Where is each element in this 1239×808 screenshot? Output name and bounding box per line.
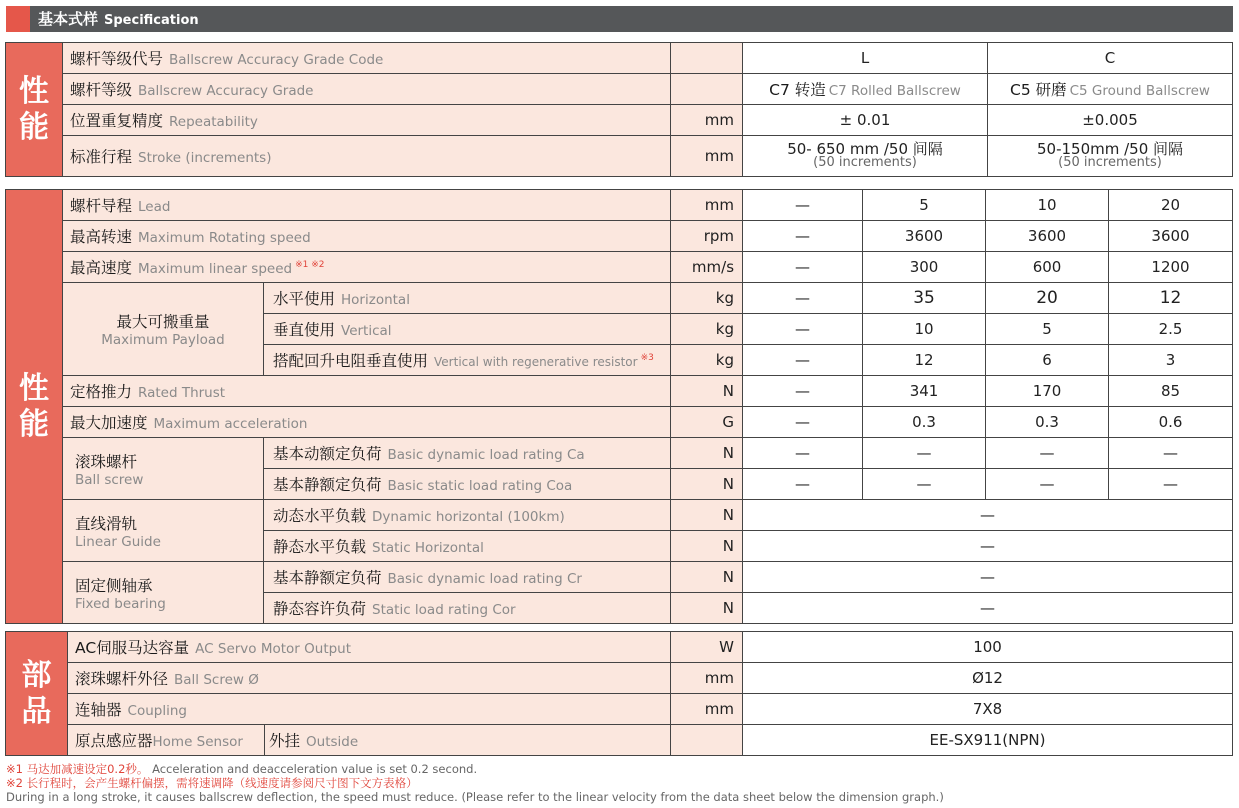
unit-cell [671,74,743,105]
footnote-2: ※2 长行程时，会产生螺杆偏摆，需将速调降（线速度请参阅尺寸图下文方表格） [6,776,418,790]
row-label: 原点感应器Home Sensor [68,725,265,756]
side-label-parts: 部品 [6,632,68,756]
value-cell: — [743,190,863,221]
unit-cell: N [671,376,743,407]
row-label: 滚珠螺杆外径 Ball Screw Ø [68,663,671,694]
unit-cell: mm [671,105,743,136]
unit-cell: N [671,531,743,562]
unit-cell [671,43,743,74]
value-cell: — [743,593,1233,624]
unit-cell [671,725,743,756]
unit-cell: mm [671,663,743,694]
value-cell: 35 [863,283,986,314]
value-cell: 2.5 [1109,314,1233,345]
unit-cell: rpm [671,221,743,252]
value-cell: 0.3 [986,407,1109,438]
sub-label: 基本静额定负荷 Basic static load rating Coa [264,469,671,500]
row-label: 螺杆等级代号 Ballscrew Accuracy Grade Code [63,43,671,74]
unit-cell: N [671,469,743,500]
value-cell: 20 [1109,190,1233,221]
value-cell: — [743,314,863,345]
group-label-fixed-bearing: 固定侧轴承 Fixed bearing [63,562,264,624]
value-cell: — [1109,469,1233,500]
value-cell: 100 [743,632,1233,663]
sub-label: 基本静额定负荷 Basic dynamic load rating Cr [264,562,671,593]
value-cell: — [743,407,863,438]
value-cell: — [986,469,1109,500]
row-label: 最高转速 Maximum Rotating speed [63,221,671,252]
title-cn: 基本式样 [38,10,99,28]
row-label: 最大加速度 Maximum acceleration [63,407,671,438]
value-cell: — [863,438,986,469]
sub-label: 水平使用 Horizontal [264,283,671,314]
value-cell: 3600 [1109,221,1233,252]
value-cell: 1200 [1109,252,1233,283]
value-cell: — [743,345,863,376]
value-cell: — [1109,438,1233,469]
row-label: AC伺服马达容量 AC Servo Motor Output [68,632,671,663]
sub-label: 静态水平负载 Static Horizontal [264,531,671,562]
unit-cell: kg [671,345,743,376]
sub-label: 搭配回升电阻垂直使用 Vertical with regenerative resistor $^{※3}$ [264,345,671,376]
value-cell: 20 [986,283,1109,314]
unit-cell: mm [671,136,743,177]
value-cell: 85 [1109,376,1233,407]
value-cell: — [863,469,986,500]
value-cell: 6 [986,345,1109,376]
value-cell: 10 [863,314,986,345]
sub-label: 外挂 Outside [265,725,671,756]
value-cell: 50- 650 mm /50 间隔 (50 increments) [743,136,988,177]
accuracy-table [5,42,1233,177]
value-cell: 7X8 [743,694,1233,725]
group-label-ballscrew: 滚珠螺杆 Ball screw [63,438,264,500]
sub-label: 垂直使用 Vertical [264,314,671,345]
performance-table [5,189,1233,624]
side-label-performance-1: 性能 [6,43,63,177]
value-cell: 12 [863,345,986,376]
footnote-3: During in a long stroke, it causes ballscrew deflection, the speed must reduce. (Please refer to the linear velocity from the data sheet below the dimension graph.) [6,790,944,804]
unit-cell: N [671,562,743,593]
value-cell: — [743,283,863,314]
value-cell: — [743,376,863,407]
value-cell: C [988,43,1233,74]
page-title [38,6,199,32]
row-label: 螺杆导程 Lead [63,190,671,221]
value-cell: 341 [863,376,986,407]
value-cell: EE-SX911(NPN) [743,725,1233,756]
value-cell: 5 [986,314,1109,345]
unit-cell: N [671,500,743,531]
sub-label: 动态水平负载 Dynamic horizontal (100km) [264,500,671,531]
value-cell: 12 [1109,283,1233,314]
unit-cell: mm/s [671,252,743,283]
unit-cell: W [671,632,743,663]
value-cell: Ø12 [743,663,1233,694]
row-label: 定格推力 Rated Thrust [63,376,671,407]
value-cell: — [743,531,1233,562]
value-cell: — [986,438,1109,469]
row-label: 标准行程 Stroke (increments) [63,136,671,177]
value-cell: L [743,43,988,74]
row-label: 螺杆等级 Ballscrew Accuracy Grade [63,74,671,105]
footnote-1: ※1 马达加减速设定0.2秒。 Acceleration and deacceleration value is set 0.2 second. [6,762,478,776]
title-en: Specification [104,13,199,28]
row-label: 连轴器 Coupling [68,694,671,725]
value-cell: — [743,252,863,283]
value-cell: — [743,562,1233,593]
value-cell: 0.3 [863,407,986,438]
sub-label: 基本动额定负荷 Basic dynamic load rating Ca [264,438,671,469]
unit-cell: mm [671,694,743,725]
unit-cell: kg [671,283,743,314]
unit-cell: N [671,593,743,624]
value-cell: 170 [986,376,1109,407]
value-cell: — [743,438,863,469]
value-cell: — [743,221,863,252]
value-cell: C7 转造 C7 Rolled Ballscrew [743,74,988,105]
value-cell: 300 [863,252,986,283]
value-cell: 3 [1109,345,1233,376]
value-cell: 0.6 [1109,407,1233,438]
header-accent [6,6,30,32]
row-label: 位置重复精度 Repeatability [63,105,671,136]
footnotes [6,762,944,804]
group-label-payload: 最大可搬重量 Maximum Payload [63,283,264,376]
unit-cell: mm [671,190,743,221]
value-cell: 3600 [863,221,986,252]
row-label: 最高速度 Maximum linear speed $^{※1 ※2}$ [63,252,671,283]
parts-table [5,631,1233,756]
unit-cell: kg [671,314,743,345]
value-cell: 10 [986,190,1109,221]
value-cell: 5 [863,190,986,221]
value-cell: 50-150mm /50 间隔 (50 increments) [988,136,1233,177]
group-label-linear-guide: 直线滑轨 Linear Guide [63,500,264,562]
value-cell: C5 研磨 C5 Ground Ballscrew [988,74,1233,105]
value-cell: — [743,469,863,500]
sub-label: 静态容许负荷 Static load rating Cor [264,593,671,624]
unit-cell: G [671,407,743,438]
value-cell: — [743,500,1233,531]
value-cell: ±0.005 [988,105,1233,136]
value-cell: 3600 [986,221,1109,252]
value-cell: 600 [986,252,1109,283]
side-label-performance-2: 性能 [6,190,63,624]
value-cell: ± 0.01 [743,105,988,136]
unit-cell: N [671,438,743,469]
